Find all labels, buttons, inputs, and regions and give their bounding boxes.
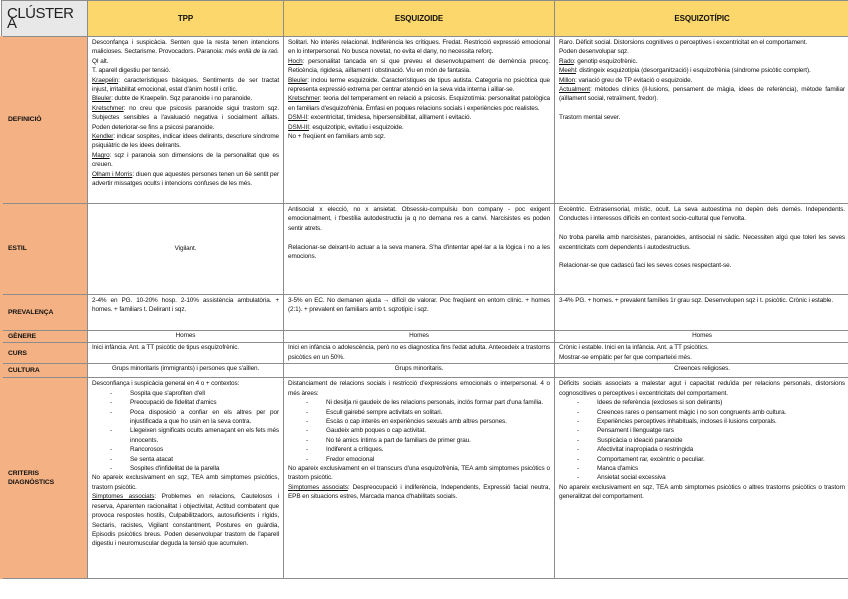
text: Relacionar-se deixant-lo actuar a la seva manera. S'ha d'intentar apel·lar a la lògica i no a les emocions. <box>288 243 550 261</box>
list-item: - Escàs o cap interès en experiències sexuals amb altres persones. <box>288 417 550 426</box>
paragraph <box>559 85 845 104</box>
text: : teoria del temperament en relació a psicosis. Esquizotímia: personalitat patològica en familiars d'esquizofrènia. Èmfasi en poques relacions socials i experiències poc realistes. <box>288 95 550 112</box>
cell-esquizotipic <box>555 364 848 378</box>
paragraph <box>559 76 845 85</box>
text: Antisocial x elecció, no x ansietat. Obsessiu-compulsiu bon company - poc exigent emocionalment, i t'bestília autodestructiu ja q no demana res a canvi. Narcisistes es poden sentir atrets. <box>288 206 550 232</box>
paragraph <box>92 244 279 253</box>
row-genere <box>2 331 848 343</box>
text: Grups minoritaris. <box>394 365 444 373</box>
list-item: - Fredor emocional <box>288 455 550 464</box>
list-item: - Comportament rar, excèntric o peculiar. <box>559 455 845 464</box>
text: Mostrar-se empàtic per fer que comparteixi més. <box>559 354 692 362</box>
paragraph <box>92 379 279 388</box>
paragraph <box>92 38 279 66</box>
text: Desconfiança i suspicàcia general en 4 o + contextos: <box>92 380 240 388</box>
list-item: - Escull gairebé sempre activitats en solitari. <box>288 408 550 417</box>
text: No apareix exclusivament en sqz, TEA amb simptomes psicòtics o altres trastorns psicòtics o trastorn generalitzat del comportament. <box>559 483 845 501</box>
text: : diuen que aquestes persones tenen un 6è sentit per advertir missatges ocults i intencions confuses de les més. <box>92 170 279 188</box>
paragraph <box>559 343 845 353</box>
cell-esquizoide <box>284 295 555 331</box>
paragraph <box>288 379 550 398</box>
paragraph <box>288 38 550 57</box>
author-label: DSM-III <box>288 123 309 131</box>
row-label: CRITERIS DIAGNÒSTICS <box>2 378 88 579</box>
list-item: - Experiències perceptives inhabituals, incloses il·lusions corporals. <box>559 417 845 426</box>
text: Relacionar-se que cadascú faci les seves coses respectant-se. <box>559 262 732 270</box>
author-label: Hoch <box>288 57 303 65</box>
paragraph <box>288 343 550 363</box>
paragraph <box>559 66 845 75</box>
paragraph <box>92 296 279 315</box>
list-item: - Llegeixen significats ocults amenaçant en els fets més innocents. <box>92 426 279 445</box>
paragraph <box>92 76 279 95</box>
paragraph <box>559 57 845 66</box>
list-item: - Poca disposició a confiar en els altres per por injustificada a que ho usin en la seva contra. <box>92 408 279 427</box>
text: : no creu que psicosis paranoide sigui trastorn sqz. Subjectes sensibles a l'avaluació negativa i socialment aïllats. Poden deteriorar-se fins a psicosi paranoide. <box>92 104 279 131</box>
cell-esquizotipic <box>555 343 848 364</box>
author-label: Actualment <box>559 86 590 94</box>
cell-esquizotipic <box>555 378 848 579</box>
author-label: Kraepelin <box>92 76 119 84</box>
text: Grups minoritaris (immigrants) i persones que s'aïllen. <box>111 365 260 373</box>
paragraph <box>288 464 550 483</box>
author-label: DSM-II <box>288 114 308 122</box>
paragraph <box>288 243 550 262</box>
row-label: PREVALENÇA <box>2 295 88 331</box>
paragraph <box>559 483 845 502</box>
paragraph <box>288 132 550 141</box>
author-label: Olham i Morris <box>92 170 133 178</box>
text: : excentricitat, timidesa, hipersensibilitat, aïllament i evitació. <box>307 114 472 122</box>
list-item: - Suspicàcia o ideació paranoide <box>559 436 845 445</box>
list-item: - Preocupació de fidelitat d'amics <box>92 398 279 407</box>
text: : mètodes clínics (il·lusions, pensament de màgia, idees de referència), mètode familiar (aïllament social, retraïment, fredor). <box>559 86 845 103</box>
cell-esquizoide <box>284 343 555 364</box>
author-label: Millon <box>559 76 576 84</box>
text: Poden desenvolupar sqz. <box>559 48 629 56</box>
paragraph <box>288 113 550 122</box>
text: Excèntric. Extrasensorial, místic, ocult. La seva autoestima no depèn dels demés. Independents. Conductes i interessos difícils en context socio-cultural que l'envolta. <box>559 206 845 223</box>
column-header-esquizoide: ESQUIZOIDE <box>284 1 555 37</box>
row-label: CURS <box>2 343 88 364</box>
text: : inclou terme esquizoide. Característiques de tipus autista. Categoria no psicòtica que representa expressió extrema per centrar atenció en la seva vida interna i aïllar-se. <box>288 76 550 94</box>
paragraph <box>559 353 845 363</box>
text: : Problemes en relacions, Cautelosos i reserva, Aparenten racionalitat i objectivitat, Actitud combatent que provoca respostes hostils, Culpabilitzadors, autosuficients i rígids, Sectaris, racistes, Vigilant constantment, Postures en guàrdia, Episodis psicòtics breus. Poden desenvolupar trastorn de l'aparell digestiu i neuromuscular deguda la tensió que acumulen. <box>92 493 279 548</box>
text: Inici infància. Ant. a TT psicòtic de tipus esquizofrènic. <box>92 344 240 352</box>
author-label: Kendler <box>92 133 114 141</box>
text: Vigilant. <box>174 245 197 253</box>
cell-tpp <box>88 295 284 331</box>
list-item: - Afectivitat inapropiada o restringida <box>559 445 845 454</box>
cell-esquizotipic <box>555 331 848 343</box>
paragraph <box>288 296 550 315</box>
paragraph <box>288 233 550 242</box>
list-item: - Sospita que s'aprofiten d'ell <box>92 389 279 398</box>
paragraph <box>559 47 845 56</box>
list-item: - Manca d'amics <box>559 464 845 473</box>
column-header-esquizotipic: ESQUIZOTÍPIC <box>555 1 848 37</box>
row-estil <box>2 204 848 295</box>
cell-esquizoide <box>284 37 555 204</box>
author-label: Kretschmer <box>288 95 320 103</box>
paragraph <box>288 94 550 113</box>
row-label: ESTIL <box>2 204 88 295</box>
text: Homes <box>409 332 429 339</box>
text: Solitari. No interès relacional. Indiferència les crítiques. Fredat. Restricció expressió emocional en lo interpersonal. No busca novetat, no evita el dany, no necessita reforç. <box>288 39 550 56</box>
text: : esquizotípic, evitatiu i esquizoide. <box>308 123 404 131</box>
list-item: - Ni desitja ni gaudeix de les relacions personals, inclòs formar part d'una família. <box>288 398 550 407</box>
paragraph <box>559 38 845 47</box>
cell-esquizotipic <box>555 204 848 295</box>
author-label: Bleuler <box>288 76 308 84</box>
paragraph <box>559 104 845 113</box>
text: : dubte de Kraepelin. Sqz paranoide i no paranoide. <box>111 95 253 103</box>
paragraph <box>559 379 845 398</box>
paragraph <box>92 473 279 492</box>
list-item: - Ansietat social excessiva <box>559 473 845 482</box>
author-label: Meehl <box>559 67 576 75</box>
author-label: Simptomes associats <box>92 493 155 501</box>
paragraph <box>288 205 550 233</box>
author-label: Rado <box>559 57 574 65</box>
paragraph <box>288 331 550 341</box>
text: : sqz i paranoia son dimensions de la personalitat que es creuen. <box>92 151 279 169</box>
text: 3-5% en EC. No demanen ajuda → difícil de valorar. Poc freqüent en entorn clínic. + homes (2:1). + prevalent en familiars amb t. sqzotípic i sqz. <box>288 297 550 314</box>
cell-tpp <box>88 331 284 343</box>
text: Homes <box>175 332 196 339</box>
criteria-list <box>288 398 550 464</box>
paragraph <box>288 123 550 132</box>
paragraph <box>92 331 279 341</box>
text: 2-4% en PG. 10-20% hosp. 2-10% assistència ambulatòria. + homes. + familiars t. Delirant i sqz. <box>92 297 279 314</box>
list-item: - Rancorosos <box>92 445 279 454</box>
text: Dèficits socials associats a malestar agut i capacitat reduïda per relacions personals, distorsions cognoscitives o perceptives i excentricitats del comportament. <box>559 380 845 397</box>
text: : característiques bàsiques. Sentiments de ser tractat injust, irritabilitat emocional, estat d'ànim hostil i crític. <box>92 76 279 94</box>
list-item: - No té amics íntims a part de familiars de primer grau. <box>288 436 550 445</box>
text: No apareix exclusivament en el transcurs d'una esquizofrènia, TEA amb simptomes psicòtics o trastorn psicòtic. <box>288 465 550 482</box>
cell-esquizotipic <box>555 295 848 331</box>
text: : indicar sospites, indicar idees delirants, descriure síndrome psiquiàtric de les idees delirants. <box>92 133 279 150</box>
text: més enllà de la raó. <box>224 48 279 56</box>
paragraph <box>288 76 550 95</box>
cell-esquizotipic <box>555 37 848 204</box>
row-cultura <box>2 364 848 378</box>
text: T. aparell digestiu per tensió. <box>92 67 171 75</box>
paragraph <box>92 132 279 151</box>
row-label: GÈNERE <box>2 331 88 343</box>
cluster-title: CLÚSTER A <box>2 1 88 37</box>
row-label: CULTURA <box>2 364 88 378</box>
paragraph <box>559 331 845 341</box>
cell-esquizoide <box>284 378 555 579</box>
paragraph <box>288 364 550 374</box>
paragraph <box>92 492 279 548</box>
paragraph <box>92 94 279 103</box>
text: : variació greu de TP evitació o esquizoide. <box>575 76 693 84</box>
row-label: DEFINICIÓ <box>2 37 88 204</box>
list-item: - Creences rares o pensament màgic i no son congruents amb cultura. <box>559 408 845 417</box>
text: No + freqüent en familiars amb sqz. <box>288 133 386 141</box>
cell-esquizoide <box>284 204 555 295</box>
cell-tpp <box>88 204 284 295</box>
cell-tpp <box>88 364 284 378</box>
list-item: - Idees de referència (excloses si son delirants) <box>559 398 845 407</box>
text: Inici en infància o adolescència, però no es diagnostica fins l'edat adulta. Antecedeix a trastorns psicòtics en un 50%. <box>288 344 550 362</box>
paragraph <box>559 252 845 261</box>
paragraph <box>559 113 845 122</box>
criteria-list <box>559 398 845 483</box>
text: No apareix exclusivament en sqz, TEA amb simptomes psicòtics, trastorn psicòtic. <box>92 474 279 491</box>
text: No troba parella amb narcisistes, paranoides, antisocial ni sàdic. Necessiten algú que toleri les seves excentricitats com dependents i autodestructius. <box>559 234 845 251</box>
paragraph <box>559 296 845 305</box>
list-item: - Sospites d'infidelitat de la parella <box>92 464 279 473</box>
author-label: Kretschmer <box>92 104 124 112</box>
author-label: Magro <box>92 151 110 159</box>
text: : distingeix esquizotípia (desorganització) i esquizofrènia (síndrome psicòtic complert). <box>575 67 811 75</box>
text: 3-4% PG. + homes. + prevalent famílies 1r grau sqz. Desenvolupen sqz i t. psicòtic. Crònic i estable. <box>559 297 834 304</box>
text: : genotip esquizofrènic. <box>573 57 638 65</box>
paragraph <box>92 343 279 353</box>
paragraph <box>559 233 845 252</box>
cell-esquizoide <box>284 364 555 378</box>
paragraph <box>288 57 550 76</box>
row-criteris-diagnostics <box>2 378 848 579</box>
author-label: Bleuler <box>92 95 112 103</box>
text: : personalitat tancada en si que preveu el desenvolupament de demència precoç. Reticència, rigidesa, aïllament i obstinació. Viu en món de fantasia. <box>288 57 550 75</box>
row-definicio <box>2 37 848 204</box>
list-item: - Indiferent a crítiques. <box>288 445 550 454</box>
cell-tpp <box>88 378 284 579</box>
text: Distanciament de relacions socials i restricció d'expressions emocionals o interpersonal. 4 o més àrees: <box>288 380 550 397</box>
list-item: - Se senta atacat <box>92 455 279 464</box>
paragraph <box>92 104 279 132</box>
paragraph <box>559 364 845 374</box>
list-item: - Pensament i llenguatge rars <box>559 426 845 435</box>
list-item: - Gaudeix amb poques o cap activitat. <box>288 426 550 435</box>
text: Creences religioses. <box>674 365 730 373</box>
paragraph <box>559 224 845 233</box>
criteria-list <box>92 389 279 474</box>
author-label: Simptomes associats <box>288 483 348 491</box>
text: Trastorn mental sever. <box>559 114 621 122</box>
cell-tpp <box>88 37 284 204</box>
cell-tpp <box>88 343 284 364</box>
paragraph <box>559 205 845 224</box>
text: Homes <box>692 332 712 339</box>
text: Raro. Dèficit social. Distorsions cognitives o perceptives i excentricitat en el comportament. <box>559 39 808 46</box>
paragraph <box>92 66 279 75</box>
text: Crònic i estable. Inici en la infància. Ant. a TT psicòtics. <box>559 344 709 352</box>
row-prevalenca <box>2 295 848 331</box>
column-header-tpp: TPP <box>88 1 284 37</box>
paragraph <box>559 261 845 270</box>
paragraph <box>288 483 550 502</box>
paragraph <box>92 364 279 374</box>
row-curs <box>2 343 848 364</box>
paragraph <box>92 170 279 189</box>
paragraph <box>92 151 279 170</box>
text: QI alt. <box>92 57 109 65</box>
text: Desconfança i suspicàcia. Senten que la resta tenen intencions malicioses. Sectarisme. Provocadors. Paranoia: <box>92 39 279 56</box>
cell-esquizoide <box>284 331 555 343</box>
text: : Despreocupació i indiferència, Independents, Expressió facial neutra, EPB en situacions estres, Marcada manca d'habilitats socials. <box>288 483 550 501</box>
header-row <box>2 1 848 37</box>
